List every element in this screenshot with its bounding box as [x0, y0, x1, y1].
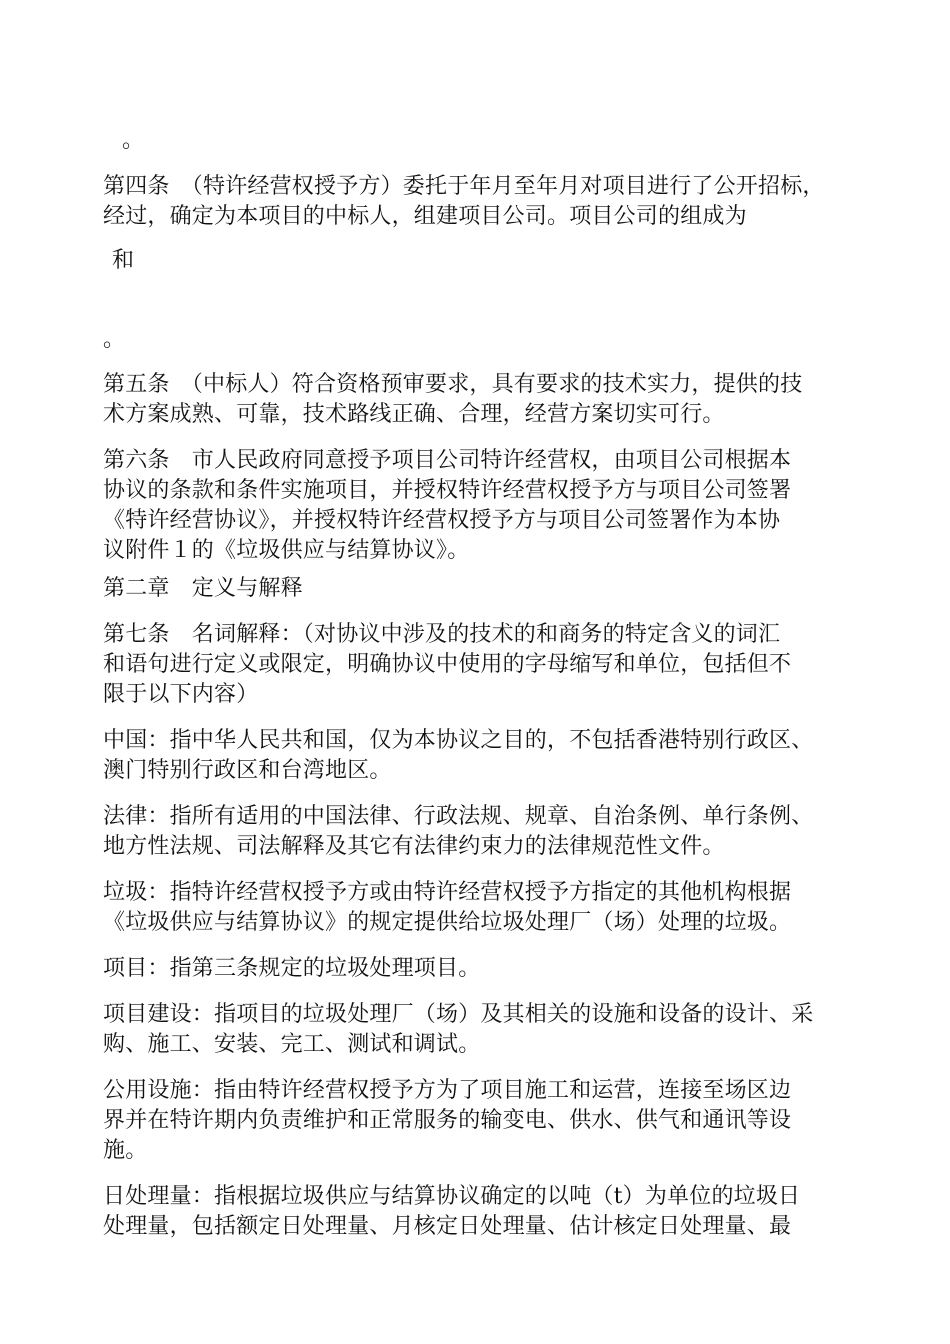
definition-garbage-line-2: 《垃圾供应与结算协议》的规定提供给垃圾处理厂（场）处理的垃圾。 — [103, 910, 792, 935]
definition-construction-line-2: 购、施工、安装、完工、测试和调试。 — [103, 1032, 481, 1057]
definition-construction-line-1: 项目建设：指项目的垃圾处理厂（场）及其相关的设施和设备的设计、采 — [103, 1002, 814, 1027]
article-6-line-2: 协议的条款和条件实施项目，并授权特许经营权授予方与项目公司签署 — [103, 478, 792, 503]
article-4-fragment-and: 和 — [112, 248, 135, 273]
definition-daily-capacity-line-2: 处理量，包括额定日处理量、月核定日处理量、估计核定日处理量、最 — [103, 1214, 792, 1239]
article-7-line-2: 和语句进行定义或限定，明确协议中使用的字母缩写和单位，包括但不 — [103, 652, 792, 677]
article-7-line-3: 限于以下内容） — [103, 682, 259, 707]
stray-period-top: 。 — [122, 128, 145, 153]
definition-law-line-1: 法律：指所有适用的中国法律、行政法规、规章、自治条例、单行条例、 — [103, 804, 814, 829]
definition-law-line-2: 地方性法规、司法解释及其它有法律约束力的法律规范性文件。 — [103, 834, 725, 859]
definition-china-line-2: 澳门特别行政区和台湾地区。 — [103, 758, 392, 783]
article-4-line-2: 经过，确定为本项目的中标人，组建项目公司。项目公司的组成为 — [103, 204, 747, 229]
article-4-line-1: 第四条 （特许经营权授予方）委托于年月至年月对项目进行了公开招标， — [103, 174, 825, 199]
article-7-line-1: 第七条 名词解释：（对协议中涉及的技术的和商务的特定含义的词汇 — [103, 622, 781, 647]
article-6-line-3: 《特许经营协议》，并授权特许经营权授予方与项目公司签署作为本协 — [103, 508, 781, 533]
article-5-line-1: 第五条 （中标人）符合资格预审要求，具有要求的技术实力，提供的技 — [103, 372, 803, 397]
definition-utilities-line-1: 公用设施：指由特许经营权授予方为了项目施工和运营，连接至场区边 — [103, 1078, 792, 1103]
definition-daily-capacity-line-1: 日处理量：指根据垃圾供应与结算协议确定的以吨（t）为单位的垃圾日 — [103, 1184, 801, 1209]
definition-garbage-line-1: 垃圾：指特许经营权授予方或由特许经营权授予方指定的其他机构根据 — [103, 880, 792, 905]
article-5-line-2: 术方案成熟、可靠，技术路线正确、合理，经营方案切实可行。 — [103, 402, 725, 427]
definition-project: 项目：指第三条规定的垃圾处理项目。 — [103, 956, 481, 981]
article-6-line-1: 第六条 市人民政府同意授予项目公司特许经营权，由项目公司根据本 — [103, 448, 792, 473]
definition-china-line-1: 中国：指中华人民共和国，仅为本协议之目的，不包括香港特别行政区、 — [103, 728, 814, 753]
article-4-period: 。 — [103, 327, 126, 352]
definition-utilities-line-3: 施。 — [103, 1138, 148, 1163]
definition-utilities-line-2: 界并在特许期内负责维护和正常服务的输变电、供水、供气和通讯等设 — [103, 1108, 792, 1133]
chapter-2-heading: 第二章 定义与解释 — [103, 576, 303, 601]
article-6-line-4: 议附件１的《垃圾供应与结算协议》。 — [103, 538, 470, 563]
